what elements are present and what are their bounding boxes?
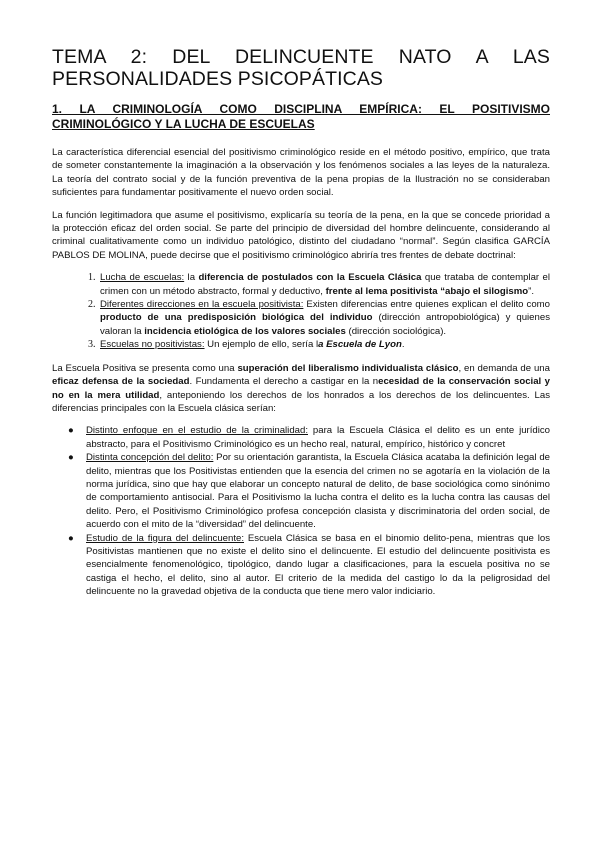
bold-text: incidencia etiológica de los valores sociales [144, 325, 346, 337]
bold-text: superación del liberalismo individualista clásico [237, 362, 459, 374]
text: . [401, 339, 405, 351]
text: (dirección antropobiológica) y quienes valoran la [100, 312, 550, 337]
bold-italic-text: a Escuela de Lyon [318, 339, 402, 351]
text: , anteponiendo los derechos de los honrados a los derechos de los delincuentes. Las diferencias principales con la Escuela clásica serían: [52, 389, 550, 414]
bullet-icon: ● [68, 425, 74, 437]
front-label: Lucha de escuelas: [100, 272, 185, 284]
document-page [52, 46, 550, 599]
bold-text: ecesidad de la conservación social y no en la mera utilidad [52, 376, 550, 401]
fronts-list [52, 271, 550, 351]
front-item-1 [98, 271, 550, 298]
title-line-2: PERSONALIDADES PSICOPÁTICAS [52, 68, 384, 90]
paragraph-1: La característica diferencial esencial del positivismo criminológico reside en el método positivo, empírico, que trata de someter constantemente la imaginación a la observación y los fenómenos sociales a las leyes de la naturaleza. La teoría del contrato social y de la función preventiva de la pena propias de la Ilustración no se consideraban suficientes para fundamentar positivamente el nuevo orden social. [52, 147, 550, 199]
title-line-1: TEMA 2: DEL DELINCUENTE NATO A LAS [52, 46, 550, 68]
difference-label: Distinta concepción del delito: [86, 452, 214, 464]
difference-item-3 [68, 532, 550, 599]
text: la [184, 272, 199, 284]
bold-text: producto de una predisposición biológica del individuo [100, 312, 373, 324]
text: Un ejemplo de ello, sería l [204, 339, 319, 351]
difference-item-2 [68, 451, 550, 531]
bullet-icon: ● [68, 452, 74, 464]
differences-list [52, 424, 550, 598]
bold-text: diferencia de postulados con la Escuela Clásica [198, 272, 422, 284]
front-item-2 [98, 298, 550, 338]
paragraph-2: La función legitimadora que asume el positivismo, explicaría su teoría de la pena, en la que se concede prioridad a la protección eficaz del orden social. Se parte del principio de diversidad del hombre delincuente, considerando al criminal cualitativamente como un individuo patológico, distinto del ciudadano “normal”. Según clasifica GARCÍA PABLOS DE MOLINA, puede decirse que el positivismo criminológico abriría tres frentes de debate doctrinal: [52, 209, 550, 261]
text: que trataba de contemplar el crimen con un método abstracto, formal y deductivo, [100, 272, 550, 297]
paragraph-3 [52, 362, 550, 416]
bold-text: frente al lema positivista “abajo el silogismo [325, 285, 529, 297]
front-label: Diferentes direcciones en la escuela positivista: [100, 299, 304, 311]
text: Escuela Clásica se basa en el binomio delito-pena, mientras que los Positivistas mantienen que no existe el delito sino el delincuente. El estudio del delincuente positivista es esencialmente fenomenológico, tipológico, dando lugar a clasificaciones, para la escuela positiva no se castiga el hecho, el delito, sino al autor. El criterio de la medida del castigo lo da la peligrosidad del delincuente no la gravedad objetiva de la conducta que tiene mero valor indiciario. [86, 532, 550, 598]
difference-item-1 [68, 424, 550, 451]
text: . Fundamenta el derecho a castigar en la n [189, 376, 379, 388]
text: Existen diferencias entre quienes explican el delito como [303, 299, 550, 311]
bullet-icon: ● [68, 532, 74, 544]
text: Por su orientación garantista, la Escuela Clásica acataba la definición legal de delito, mientras que los Positivistas entienden que la esencia del crimen no se agotaría en la violación de la norma jurídica, sino que hay que elaborar un concepto natural de delito, de base sociológica como sinónimo de comportamiento antisocial. Para el Positivismo la lucha contra el delito es la lucha contra las causas del delito. Pero, el Positivismo Criminológico profesa concepción clasista y discriminatoria del orden social, de acuerdo con el mito de la “diversidad” del delincuente. [86, 452, 550, 531]
difference-label: Estudio de la figura del delincuente: [86, 532, 245, 544]
difference-label: Distinto enfoque en el estudio de la criminalidad: [86, 425, 308, 437]
text: La Escuela Positiva se presenta como una [52, 362, 238, 374]
document-title [52, 46, 550, 90]
text: (dirección sociológica). [345, 325, 447, 337]
section-heading: 1. LA CRIMINOLOGÍA COMO DISCIPLINA EMPÍRICA: EL POSITIVISMO CRIMINOLÓGICO Y LA LUCHA DE ESCUELAS [52, 102, 550, 131]
text: ”. [528, 285, 535, 297]
front-item-3 [98, 338, 550, 351]
text: para la Escuela Clásica el delito es un ente jurídico abstracto, para el Positivismo Criminológico es un hecho real, natural, empírico, histórico y concret [86, 425, 550, 450]
front-label: Escuelas no positivistas: [100, 339, 205, 351]
text: , en demanda de una [458, 362, 550, 374]
bold-text: eficaz defensa de la sociedad [52, 376, 190, 388]
